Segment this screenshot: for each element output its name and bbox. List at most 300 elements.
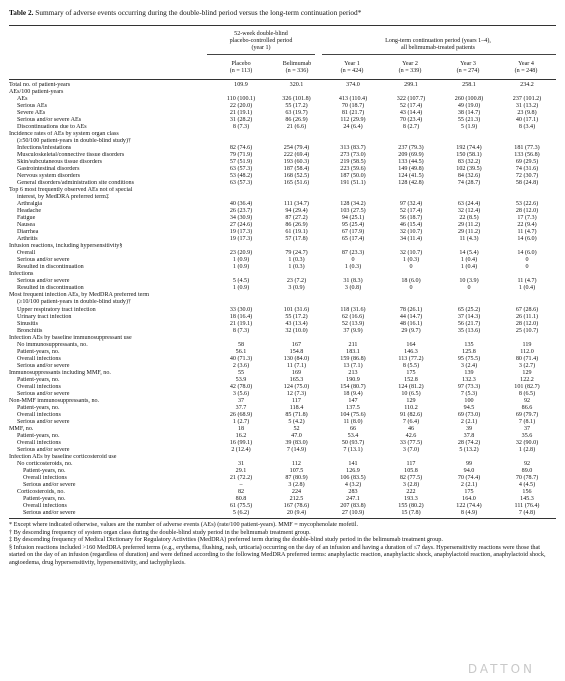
table-cell: 62 (16.6) [341, 313, 365, 320]
table-cell: 27 (10.9) [341, 509, 365, 516]
table-cell [440, 138, 498, 145]
table-cell [440, 335, 498, 342]
row-label: Skin/subcutaneous tissue disorders [17, 159, 102, 166]
table-cell: 191 (51.1) [340, 180, 366, 187]
table-row [9, 152, 556, 159]
table-cell: 42 (78.0) [229, 383, 253, 390]
row-label: Infections [9, 271, 34, 278]
row-label: Discontinuations due to AEs [17, 124, 87, 131]
table-cell [498, 194, 556, 201]
row-label: Arthralgia [17, 201, 43, 208]
table-cell: 237 (101.2) [512, 96, 542, 103]
table-row [9, 307, 556, 314]
table-cell: 4 (4.5) [518, 481, 536, 488]
table-cell: 141 [348, 460, 358, 467]
table-cell: 37 [523, 425, 531, 432]
table-cell: 7 (14.9) [286, 446, 307, 453]
table-cell [324, 243, 382, 250]
table-cell: 110.2 [404, 404, 418, 411]
table-cell [213, 454, 269, 461]
header-group-underline [207, 54, 315, 55]
table-cell [382, 243, 440, 250]
row-label: Overall infections [17, 439, 61, 446]
table-cell: 104 (75.6) [340, 411, 366, 418]
table-cell: 222 (69.4) [283, 152, 310, 159]
table-row [9, 82, 556, 89]
table-cell: 37.7 [235, 404, 247, 411]
table-cell [440, 292, 498, 299]
table-cell: 86.6 [521, 404, 533, 411]
table-cell: 21 (19.1) [229, 110, 253, 117]
row-label: Urinary tract infection [17, 313, 72, 320]
column-header [498, 61, 554, 75]
row-label: No immunosuppressants, no. [17, 341, 88, 348]
table-cell: 94.0 [463, 467, 475, 474]
table-cell: 1 (0.4) [518, 285, 536, 292]
table-cell: 69 (29.5) [515, 159, 539, 166]
table-cell [324, 89, 382, 96]
table-cell: 320.1 [289, 82, 304, 88]
table-row [9, 250, 556, 257]
table-cell: 16.2 [235, 432, 247, 439]
table-cell: 33 (77.5) [399, 439, 423, 446]
table-cell [213, 335, 269, 342]
table-cell: 118 (31.6) [340, 306, 366, 313]
table-row [9, 194, 556, 201]
row-label: Incidence rates of AEs by system organ class [9, 131, 119, 138]
table-cell [269, 271, 324, 278]
table-cell: 52 [293, 425, 300, 432]
table-cell: 80 (71.4) [515, 355, 539, 362]
table-cell: 29 (9.7) [401, 327, 421, 334]
table-cell: 3 (0.9) [288, 285, 305, 292]
table-cell: 92 [523, 397, 531, 404]
table-cell: 65 (25.2) [457, 306, 481, 313]
footnote: † By descending frequency of system organ class during the double-blind study period in the belimumab treatment group. [9, 528, 311, 536]
table-cell: 35.6 [521, 432, 533, 439]
table-cell: 40 (36.4) [229, 201, 253, 208]
table-cell: 156 [522, 488, 532, 495]
table-cell: 122.2 [520, 376, 534, 383]
table-cell: 101 (82.7) [514, 383, 540, 390]
table-cell: 103 (27.5) [340, 208, 366, 215]
table-cell: 69 (79.7) [515, 411, 539, 418]
table-cell: 7 (13.1) [343, 446, 363, 453]
table-row [9, 201, 556, 208]
table-cell: 91 (82.6) [399, 411, 423, 418]
table-cell: 52 (17.4) [399, 103, 423, 110]
table-cell: 1 (0.4) [460, 264, 478, 271]
table-cell: 33 (30.0) [229, 306, 253, 313]
row-label: Resulted in discontinuation [17, 264, 84, 271]
table-cell: 165 (51.6) [283, 180, 310, 187]
table-cell: 27 (24.6) [229, 222, 253, 229]
table-row [9, 285, 556, 292]
row-label: Patient-years, no. [23, 495, 66, 502]
table-row [9, 314, 556, 321]
table-cell: 299.1 [404, 82, 418, 88]
table-row [9, 124, 556, 131]
table-cell: 31 (8.3) [343, 278, 363, 285]
table-cell: 55 (17.2) [285, 103, 308, 110]
table-cell: 126.9 [346, 467, 360, 474]
table-row [9, 229, 556, 236]
table-cell: 273 (73.0) [340, 152, 366, 159]
table-cell: 21 (19.1) [229, 320, 253, 327]
table-cell [440, 89, 498, 96]
column-header [213, 61, 269, 75]
table-cell: 86 (26.9) [285, 117, 308, 124]
table-cell [269, 335, 324, 342]
table-cell: 149 (49.8) [398, 166, 424, 173]
table-cell: 3 (7.0) [402, 446, 420, 453]
table-cell [498, 89, 556, 96]
table-cell: 29 (11.2) [457, 229, 481, 236]
table-cell: 1 (0.9) [232, 264, 250, 271]
table-cell: 212.5 [289, 495, 304, 502]
table-cell: 18 [237, 425, 245, 432]
table-cell: 19 (17.3) [229, 229, 253, 236]
table-cell [269, 454, 324, 461]
table-cell: 374.0 [346, 82, 360, 88]
column-header [269, 61, 325, 75]
table-cell: 61 (75.5) [229, 502, 253, 509]
table-cell: 38 (14.7) [457, 110, 481, 117]
row-label: Headache [17, 208, 42, 215]
table-cell: 46 (15.4) [399, 222, 423, 229]
table-cell: 209 (69.9) [398, 152, 424, 159]
table-cell: 56.1 [235, 348, 247, 355]
table-cell: 67 (28.6) [515, 306, 539, 313]
table-cell: 70 (23.4) [399, 117, 423, 124]
table-cell: – [239, 481, 243, 488]
table-cell [382, 335, 440, 342]
table-cell: 3 (2.7) [518, 362, 536, 369]
table-cell: 53.9 [235, 376, 247, 383]
table-cell: 237 (79.3) [398, 145, 424, 152]
row-label: Serious and/or severe [17, 362, 70, 369]
table-label: Table 2. [9, 8, 34, 17]
header-group-line: 52-week double-blind [234, 31, 288, 37]
table-cell: 40 (17.1) [515, 117, 539, 124]
table-cell: 2 (12.4) [231, 446, 251, 453]
table-cell: 1 (0.9) [232, 257, 250, 264]
table-cell: 112.0 [520, 348, 534, 355]
row-label: (≥50/100 patient-years in double-blind study)† [17, 138, 132, 145]
table-cell [213, 89, 269, 96]
row-label: Patient-years, no. [17, 404, 60, 411]
table-cell: 3 (2.8) [288, 481, 305, 488]
row-label: Overall [17, 250, 36, 257]
table-cell: 11 (4.7) [517, 278, 537, 285]
table-cell: 322 (107.7) [396, 96, 426, 103]
table-cell: 1 (2.8) [518, 446, 536, 453]
table-cell: 254 (79.4) [283, 145, 310, 152]
table-cell: 168 (52.5) [283, 173, 310, 180]
row-label: Serious and/or severe [17, 390, 70, 397]
table-cell [382, 138, 440, 145]
table-row [9, 433, 556, 440]
table-cell: 150 (58.1) [456, 152, 482, 159]
table-cell: 57 (51.9) [229, 159, 253, 166]
row-label: Serious and/or severe [17, 257, 70, 264]
column-header-name: Year 4 [518, 61, 534, 67]
table-cell: 183.1 [346, 348, 360, 355]
column-header-n: (n = 424) [340, 68, 364, 74]
table-cell: 113 (77.2) [398, 355, 424, 362]
table-cell: 70 (78.7) [515, 474, 539, 481]
column-header [382, 61, 438, 75]
row-label: Patient-years, no. [23, 467, 66, 474]
table-cell [324, 271, 382, 278]
table-row [9, 103, 556, 110]
table-cell: 5 (6.2) [232, 509, 250, 516]
table-cell: 313 (83.7) [340, 145, 366, 152]
row-label: No corticosteroids, no. [17, 460, 73, 467]
table-cell: 0 [409, 264, 413, 271]
table-row [9, 271, 556, 278]
table-cell: 8 (3.4) [518, 124, 536, 131]
table-row [9, 215, 556, 222]
table-cell: 65 (17.4) [341, 236, 365, 243]
table-row [9, 342, 556, 349]
table-cell: 5 (13.2) [459, 446, 479, 453]
table-cell: 119 [522, 341, 532, 348]
table-cell [440, 243, 498, 250]
table-cell: 11 (4.7) [517, 229, 537, 236]
table-cell: 3 (2.4) [460, 362, 478, 369]
row-label: Resulted in discontinuation [17, 285, 84, 292]
table-cell: 2 (2.1) [460, 481, 478, 488]
table-row [9, 363, 556, 370]
row-label: Serious and/or severe [17, 446, 70, 453]
table-cell: 97 (32.4) [399, 201, 423, 208]
row-label: Severe AEs [17, 110, 46, 117]
table-cell: 7 (6.4) [402, 418, 420, 425]
table-cell: 43 (14.4) [399, 110, 423, 117]
table-cell: 326 (101.8) [282, 96, 311, 103]
table-row [9, 208, 556, 215]
table-cell: 8 (6.5) [518, 390, 536, 397]
column-header-name: Year 1 [344, 61, 360, 67]
table-row [9, 391, 556, 398]
table-cell: 125.8 [462, 348, 476, 355]
table-cell: 7 (5.3) [460, 390, 478, 397]
table-cell [269, 131, 324, 138]
table-cell: 18 (6.0) [401, 278, 421, 285]
table-cell: 1 (0.3) [288, 257, 305, 264]
table-cell: 95 (75.5) [457, 355, 481, 362]
table-row [9, 447, 556, 454]
row-label: Patient-years, no. [17, 348, 60, 355]
column-header-n: (n = 274) [456, 68, 480, 74]
table-cell: 112 (29.9) [340, 117, 366, 124]
table-cell: 11 (8.0) [343, 418, 363, 425]
table-cell: 193 (60.3) [283, 159, 310, 166]
table-cell: 1 (0.9) [232, 285, 250, 292]
table-cell: 57 (17.8) [285, 236, 308, 243]
footnotes [9, 521, 557, 567]
table-row [9, 292, 556, 299]
row-label: Serious AEs [17, 103, 47, 110]
row-label: Upper respiratory tract infection [17, 306, 96, 313]
table-cell: 258.1 [462, 82, 476, 88]
table-cell: 37 (14.3) [457, 313, 481, 320]
table-cell: 5 (4.2) [288, 418, 305, 425]
table-cell: 32 (12.4) [457, 208, 481, 215]
table-cell: 56 (21.7) [457, 320, 481, 327]
table-row [9, 173, 556, 180]
table-row [9, 299, 556, 306]
table-cell [440, 271, 498, 278]
footnote: ‡ By descending frequency of Medical Dictionary for Regulatory Activities (MedDRA) preferred term during the double-blind study period in the belimumab treatment group. [9, 536, 443, 544]
table-cell: 222 [406, 488, 416, 495]
table-cell: 192 (74.4) [456, 145, 482, 152]
table-cell [213, 194, 269, 201]
table-cell: 2 (2.1) [460, 418, 478, 425]
table-cell: 105.8 [404, 467, 418, 474]
table-cell [213, 292, 269, 299]
table-cell: 63 (24.4) [457, 201, 481, 208]
table-cell: 8 (7.3) [232, 124, 250, 131]
table-cell: 67 (17.9) [341, 229, 365, 236]
header-group-line: Long-term continuation period (years 1–4), [385, 38, 491, 44]
table-cell: 155 (80.2) [398, 502, 424, 509]
table-cell: 34 (30.9) [229, 215, 253, 222]
column-header-name: Placebo [231, 61, 251, 67]
table-cell: 84 (32.6) [457, 173, 481, 180]
row-label: Overall infections [23, 474, 67, 481]
table-cell: 42.6 [405, 432, 417, 439]
column-header-n: (n = 248) [514, 68, 538, 74]
table-cell: 109.9 [234, 82, 248, 88]
table-cell: 26 (11.1) [515, 313, 539, 320]
row-label: Serious and/or severe [23, 481, 76, 488]
table-cell: 1 (0.3) [402, 257, 420, 264]
row-label: Overall infections [17, 411, 61, 418]
table-row [9, 187, 556, 194]
table-cell: 23 (7.2) [286, 278, 307, 285]
table-cell: 37 [237, 397, 245, 404]
table-cell: 78 (26.1) [399, 306, 423, 313]
table-row [9, 384, 556, 391]
table-row [9, 489, 556, 496]
row-label: Total no. of patient-years [9, 82, 71, 88]
table-row [9, 222, 556, 229]
column-header-name: Year 3 [460, 61, 476, 67]
row-label: Most frequent infection AEs, by MedDRA preferred term [9, 292, 150, 299]
table-cell [498, 243, 556, 250]
table-cell: 34 (11.4) [399, 236, 423, 243]
table-cell: 22 (20.0) [229, 103, 253, 110]
table-cell: 32 (10.7) [399, 250, 423, 257]
table-cell [440, 454, 498, 461]
table-cell: 55 (21.3) [457, 117, 481, 124]
table-cell: 66 [349, 425, 357, 432]
table-cell: 219 (58.5) [340, 159, 366, 166]
row-label: interest, by MedDRA preferred term‡ [17, 194, 109, 201]
watermark: DATTON [467, 662, 535, 676]
table-cell: 10 (6.5) [401, 390, 421, 397]
table-cell: 190.9 [346, 376, 360, 383]
table-cell: 28 (12.0) [515, 320, 539, 327]
table-cell [382, 454, 440, 461]
table-cell: 70 (18.7) [341, 103, 365, 110]
table-cell: 8 (4.9) [460, 509, 478, 516]
table-row [9, 257, 556, 264]
table-cell: 74 (28.7) [457, 180, 481, 187]
column-header-n: (n = 113) [229, 68, 253, 74]
table-cell [498, 335, 556, 342]
table-cell: 175 [406, 369, 416, 376]
table-row [9, 412, 556, 419]
table-cell: 32 (90.0) [515, 439, 539, 446]
table-cell: 28 (12.0) [515, 208, 539, 215]
row-label: Infusion reactions, including hypersensitivity§ [9, 243, 123, 250]
table-cell: 22 (8.5) [459, 215, 479, 222]
table-cell: 94.5 [463, 404, 475, 411]
table-cell: 53 (22.6) [515, 201, 539, 208]
table-cell: 133 (56.8) [514, 152, 540, 159]
table-cell: 154.8 [289, 348, 304, 355]
table-caption: Summary of adverse events occurring during the double-blind period versus the long-term continuation period* [35, 8, 362, 17]
table-cell [382, 187, 440, 194]
table-cell: 8 (2.7) [402, 124, 420, 131]
table-cell: 7 (4.8) [518, 509, 536, 516]
table-row [9, 335, 556, 342]
table-cell: 25 (10.7) [515, 327, 539, 334]
table-cell: 95 (25.4) [341, 222, 365, 229]
table-cell: 79 (71.9) [229, 152, 253, 159]
table-cell: 413 (110.4) [338, 96, 368, 103]
table-cell: 85 (71.8) [285, 411, 308, 418]
table-cell: 50 (93.7) [341, 439, 365, 446]
table-cell [269, 187, 324, 194]
table-cell: 94 (25.1) [341, 215, 365, 222]
table-cell: 37.8 [463, 432, 475, 439]
table-cell: 5 (4.5) [232, 278, 250, 285]
table-cell: 175 [464, 488, 474, 495]
table-cell: 99 [465, 460, 473, 467]
row-label: Infections/infestations [17, 145, 72, 152]
table-row [9, 131, 556, 138]
table-row [9, 328, 556, 335]
table-cell: 0 [467, 285, 471, 292]
table-cell: 63 (57.3) [229, 166, 253, 173]
table-cell [213, 299, 269, 306]
row-label: Arthritis [17, 236, 38, 243]
table-cell: 87 (23.3) [341, 250, 365, 257]
row-label: Nervous system disorders [17, 173, 80, 180]
table-cell [324, 454, 382, 461]
table-cell: 100 [464, 397, 474, 404]
table-cell: 211 [348, 341, 358, 348]
table-cell: 53 (48.2) [229, 173, 253, 180]
table-cell: 28 (74.2) [457, 439, 481, 446]
table-cell: 130 (84.0) [283, 355, 310, 362]
table-cell: 213 [348, 369, 358, 376]
table-cell [213, 138, 269, 145]
table-cell: 94 (29.4) [285, 208, 308, 215]
table-cell: 58 [237, 341, 245, 348]
table-cell: 0 [409, 285, 413, 292]
table-row [9, 117, 556, 124]
table-cell: 207 (83.8) [340, 502, 366, 509]
table-row [9, 236, 556, 243]
table-cell [498, 292, 556, 299]
table-cell: 12 (7.3) [286, 390, 307, 397]
table-cell: 8 (7.3) [232, 327, 250, 334]
